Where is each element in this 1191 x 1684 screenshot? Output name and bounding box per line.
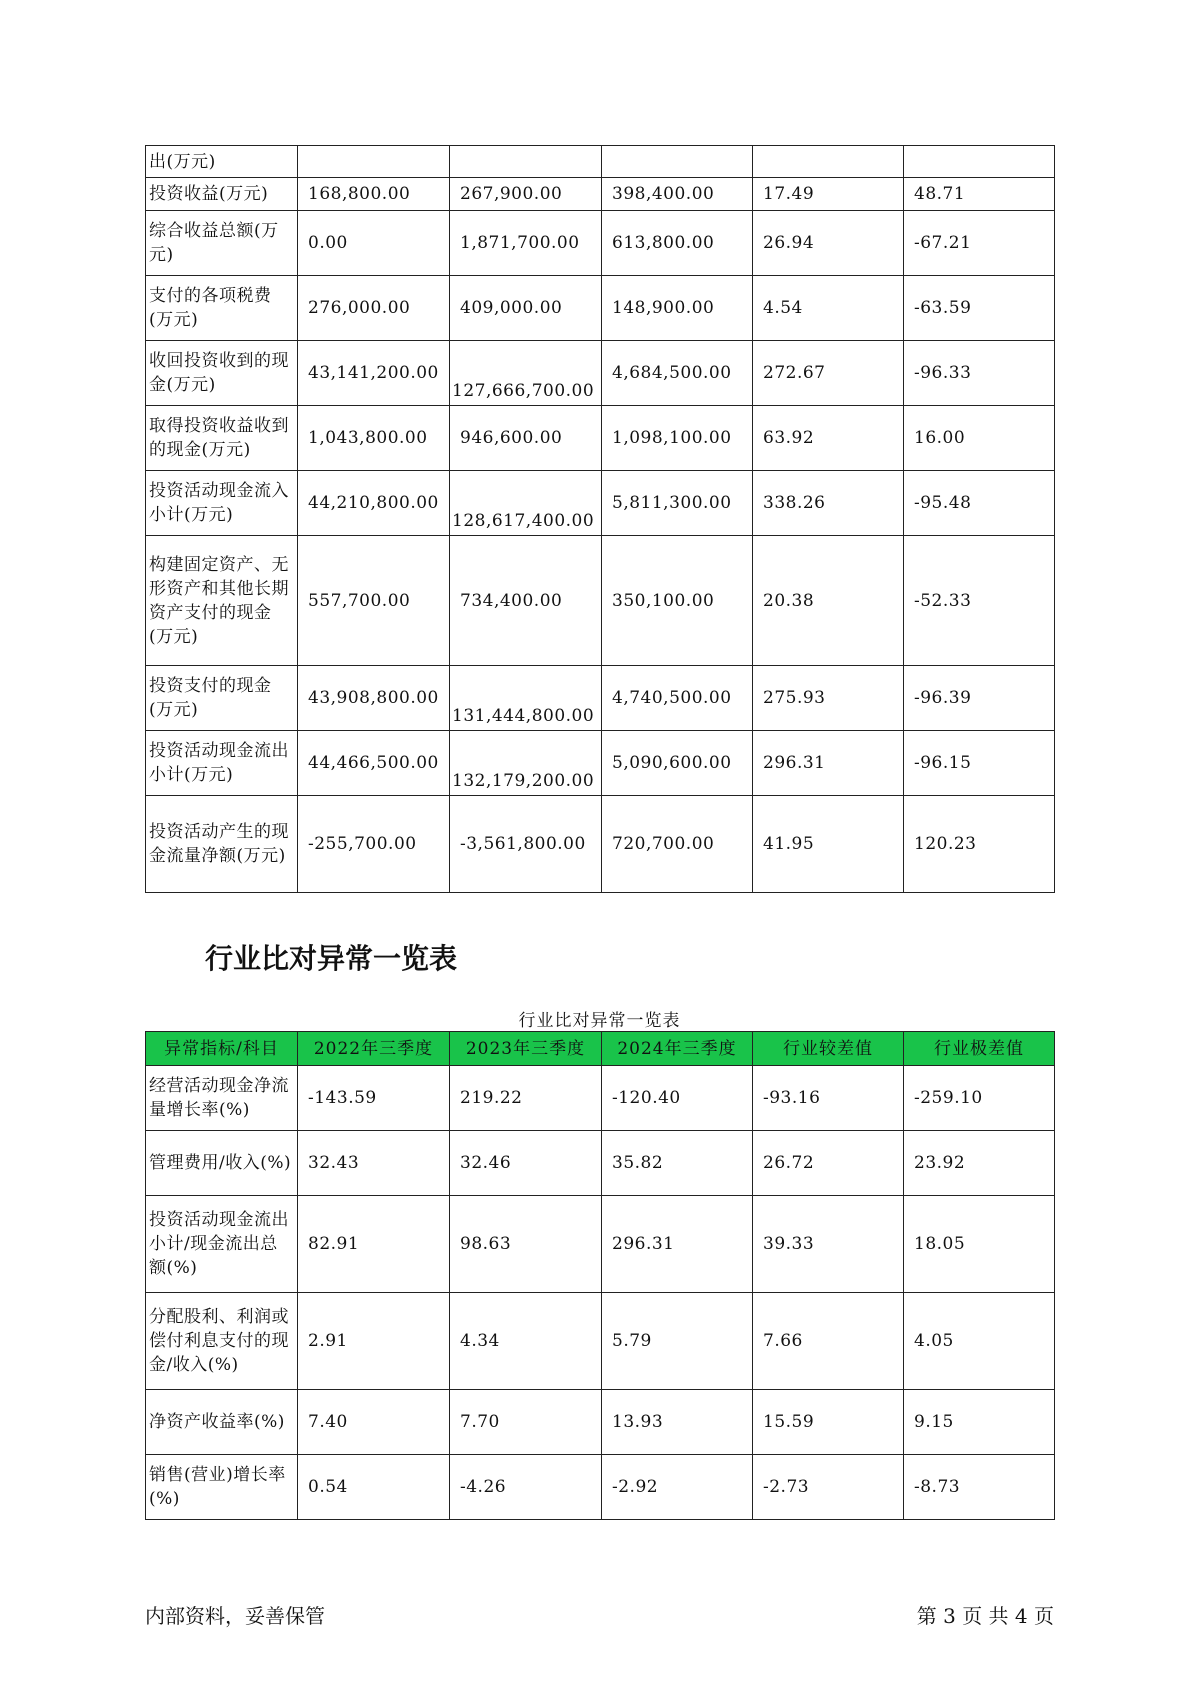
cell-industry-poor: 275.93 (753, 666, 904, 731)
cell-industry-worst: 9.15 (904, 1390, 1055, 1455)
cell-2024: 4,684,500.00 (602, 341, 753, 406)
row-label: 综合收益总额(万元) (146, 211, 298, 276)
table-row (146, 471, 1055, 536)
cell-2024: 296.31 (602, 1196, 753, 1293)
cell-industry-worst: -8.73 (904, 1455, 1055, 1520)
table-caption: 行业比对异常一览表 (518, 1011, 681, 1031)
cell-2022: 43,908,800.00 (298, 666, 450, 731)
row-label: 净资产收益率(%) (146, 1390, 298, 1455)
cell-2023: 1,871,700.00 (450, 211, 602, 276)
table-row (146, 1293, 1055, 1390)
cell-2022 (298, 146, 450, 178)
table-row (146, 406, 1055, 471)
cell-2024: 5.79 (602, 1293, 753, 1390)
cell-2023: 32.46 (450, 1131, 602, 1196)
table-row (146, 276, 1055, 341)
footer-confidential-note: 内部资料，妥善保管 (145, 1604, 325, 1628)
cell-2022: 44,210,800.00 (298, 471, 450, 536)
row-label: 投资收益(万元) (146, 178, 298, 211)
cell-2023: 219.22 (450, 1066, 602, 1131)
row-label: 管理费用/收入(%) (146, 1131, 298, 1196)
cell-2022: 44,466,500.00 (298, 731, 450, 796)
row-label: 销售(营业)增长率(%) (146, 1455, 298, 1520)
cell-2024: 5,811,300.00 (602, 471, 753, 536)
cell-2022: 7.40 (298, 1390, 450, 1455)
cell-2023: 131,444,800.00 (450, 666, 602, 731)
cell-industry-poor: 39.33 (753, 1196, 904, 1293)
row-label: 分配股利、利润或偿付利息支付的现金/收入(%) (146, 1293, 298, 1390)
cell-industry-poor: 20.38 (753, 536, 904, 666)
cell-2022: 276,000.00 (298, 276, 450, 341)
row-label: 投资活动现金流入小计(万元) (146, 471, 298, 536)
cell-industry-poor: -93.16 (753, 1066, 904, 1131)
table-row (146, 796, 1055, 893)
cell-industry-worst: -52.33 (904, 536, 1055, 666)
section-heading: 行业比对异常一览表 (205, 942, 458, 975)
table-row (146, 341, 1055, 406)
cell-2024: 35.82 (602, 1131, 753, 1196)
cell-industry-poor: 338.26 (753, 471, 904, 536)
table-row (146, 536, 1055, 666)
cell-industry-worst: 18.05 (904, 1196, 1055, 1293)
table-row (146, 1390, 1055, 1455)
cell-2024: 613,800.00 (602, 211, 753, 276)
cell-industry-worst: 16.00 (904, 406, 1055, 471)
header-indicator: 异常指标/科目 (146, 1032, 298, 1066)
cell-2023: 267,900.00 (450, 178, 602, 211)
header-2023: 2023年三季度 (450, 1032, 602, 1066)
cell-2023: -4.26 (450, 1455, 602, 1520)
cell-2023: 127,666,700.00 (450, 341, 602, 406)
table-row (146, 731, 1055, 796)
table-row (146, 1455, 1055, 1520)
row-label: 出(万元) (146, 146, 298, 178)
cell-industry-worst: -96.39 (904, 666, 1055, 731)
cell-industry-worst: -96.33 (904, 341, 1055, 406)
row-label: 构建固定资产、无形资产和其他长期资产支付的现金(万元) (146, 536, 298, 666)
row-label: 收回投资收到的现金(万元) (146, 341, 298, 406)
cell-2024: 350,100.00 (602, 536, 753, 666)
cell-2023: 409,000.00 (450, 276, 602, 341)
cell-industry-poor: 63.92 (753, 406, 904, 471)
cell-2024: -2.92 (602, 1455, 753, 1520)
row-label: 投资活动产生的现金流量净额(万元) (146, 796, 298, 893)
header-2022: 2022年三季度 (298, 1032, 450, 1066)
cell-2023: 98.63 (450, 1196, 602, 1293)
cell-industry-poor: 4.54 (753, 276, 904, 341)
header-2024: 2024年三季度 (602, 1032, 753, 1066)
cell-2022: 2.91 (298, 1293, 450, 1390)
row-label: 支付的各项税费(万元) (146, 276, 298, 341)
cell-2023: 734,400.00 (450, 536, 602, 666)
page-number: 第 3 页 共 4 页 (916, 1604, 1054, 1628)
cash-flow-table (145, 145, 1055, 893)
cell-2022: -255,700.00 (298, 796, 450, 893)
table-row (146, 146, 1055, 178)
cell-2022: -143.59 (298, 1066, 450, 1131)
table-row (146, 666, 1055, 731)
cell-2023: 4.34 (450, 1293, 602, 1390)
row-label: 投资活动现金流出小计/现金流出总额(%) (146, 1196, 298, 1293)
cell-industry-worst: -95.48 (904, 471, 1055, 536)
cell-industry-poor (753, 146, 904, 178)
cell-2022: 168,800.00 (298, 178, 450, 211)
cell-2024: 398,400.00 (602, 178, 753, 211)
cell-2024 (602, 146, 753, 178)
cell-2022: 0.54 (298, 1455, 450, 1520)
industry-comparison-table (145, 1031, 1055, 1520)
cell-2022: 32.43 (298, 1131, 450, 1196)
table-row (146, 1131, 1055, 1196)
table-header-row (146, 1032, 1055, 1066)
cell-industry-worst: -259.10 (904, 1066, 1055, 1131)
cell-industry-worst: 4.05 (904, 1293, 1055, 1390)
row-label: 经营活动现金净流量增长率(%) (146, 1066, 298, 1131)
cell-2024: 5,090,600.00 (602, 731, 753, 796)
cell-2023: 946,600.00 (450, 406, 602, 471)
cell-2024: 148,900.00 (602, 276, 753, 341)
table-row (146, 178, 1055, 211)
cell-industry-poor: 296.31 (753, 731, 904, 796)
cell-industry-worst: 23.92 (904, 1131, 1055, 1196)
cell-industry-worst: 120.23 (904, 796, 1055, 893)
cell-2023: 7.70 (450, 1390, 602, 1455)
cell-2023: 132,179,200.00 (450, 731, 602, 796)
cell-2024: 1,098,100.00 (602, 406, 753, 471)
header-industry-poor: 行业较差值 (753, 1032, 904, 1066)
cell-2024: -120.40 (602, 1066, 753, 1131)
row-label: 取得投资收益收到的现金(万元) (146, 406, 298, 471)
cell-industry-worst: -63.59 (904, 276, 1055, 341)
cell-industry-poor: 272.67 (753, 341, 904, 406)
cell-industry-poor: 15.59 (753, 1390, 904, 1455)
cell-2022: 82.91 (298, 1196, 450, 1293)
cell-industry-poor: 26.72 (753, 1131, 904, 1196)
cell-industry-poor: -2.73 (753, 1455, 904, 1520)
cell-2023: -3,561,800.00 (450, 796, 602, 893)
cell-industry-worst: -96.15 (904, 731, 1055, 796)
cell-2022: 557,700.00 (298, 536, 450, 666)
table-row (146, 1196, 1055, 1293)
cell-2022: 43,141,200.00 (298, 341, 450, 406)
cell-industry-poor: 7.66 (753, 1293, 904, 1390)
cell-industry-poor: 41.95 (753, 796, 904, 893)
cell-industry-worst (904, 146, 1055, 178)
table-row (146, 211, 1055, 276)
cell-industry-worst: 48.71 (904, 178, 1055, 211)
cell-2023 (450, 146, 602, 178)
cell-industry-poor: 26.94 (753, 211, 904, 276)
cell-2024: 13.93 (602, 1390, 753, 1455)
row-label: 投资支付的现金(万元) (146, 666, 298, 731)
cell-industry-worst: -67.21 (904, 211, 1055, 276)
cell-industry-poor: 17.49 (753, 178, 904, 211)
cell-2024: 720,700.00 (602, 796, 753, 893)
cell-2022: 0.00 (298, 211, 450, 276)
header-industry-worst: 行业极差值 (904, 1032, 1055, 1066)
table-row (146, 1066, 1055, 1131)
row-label: 投资活动现金流出小计(万元) (146, 731, 298, 796)
cell-2023: 128,617,400.00 (450, 471, 602, 536)
cell-2022: 1,043,800.00 (298, 406, 450, 471)
cell-2024: 4,740,500.00 (602, 666, 753, 731)
